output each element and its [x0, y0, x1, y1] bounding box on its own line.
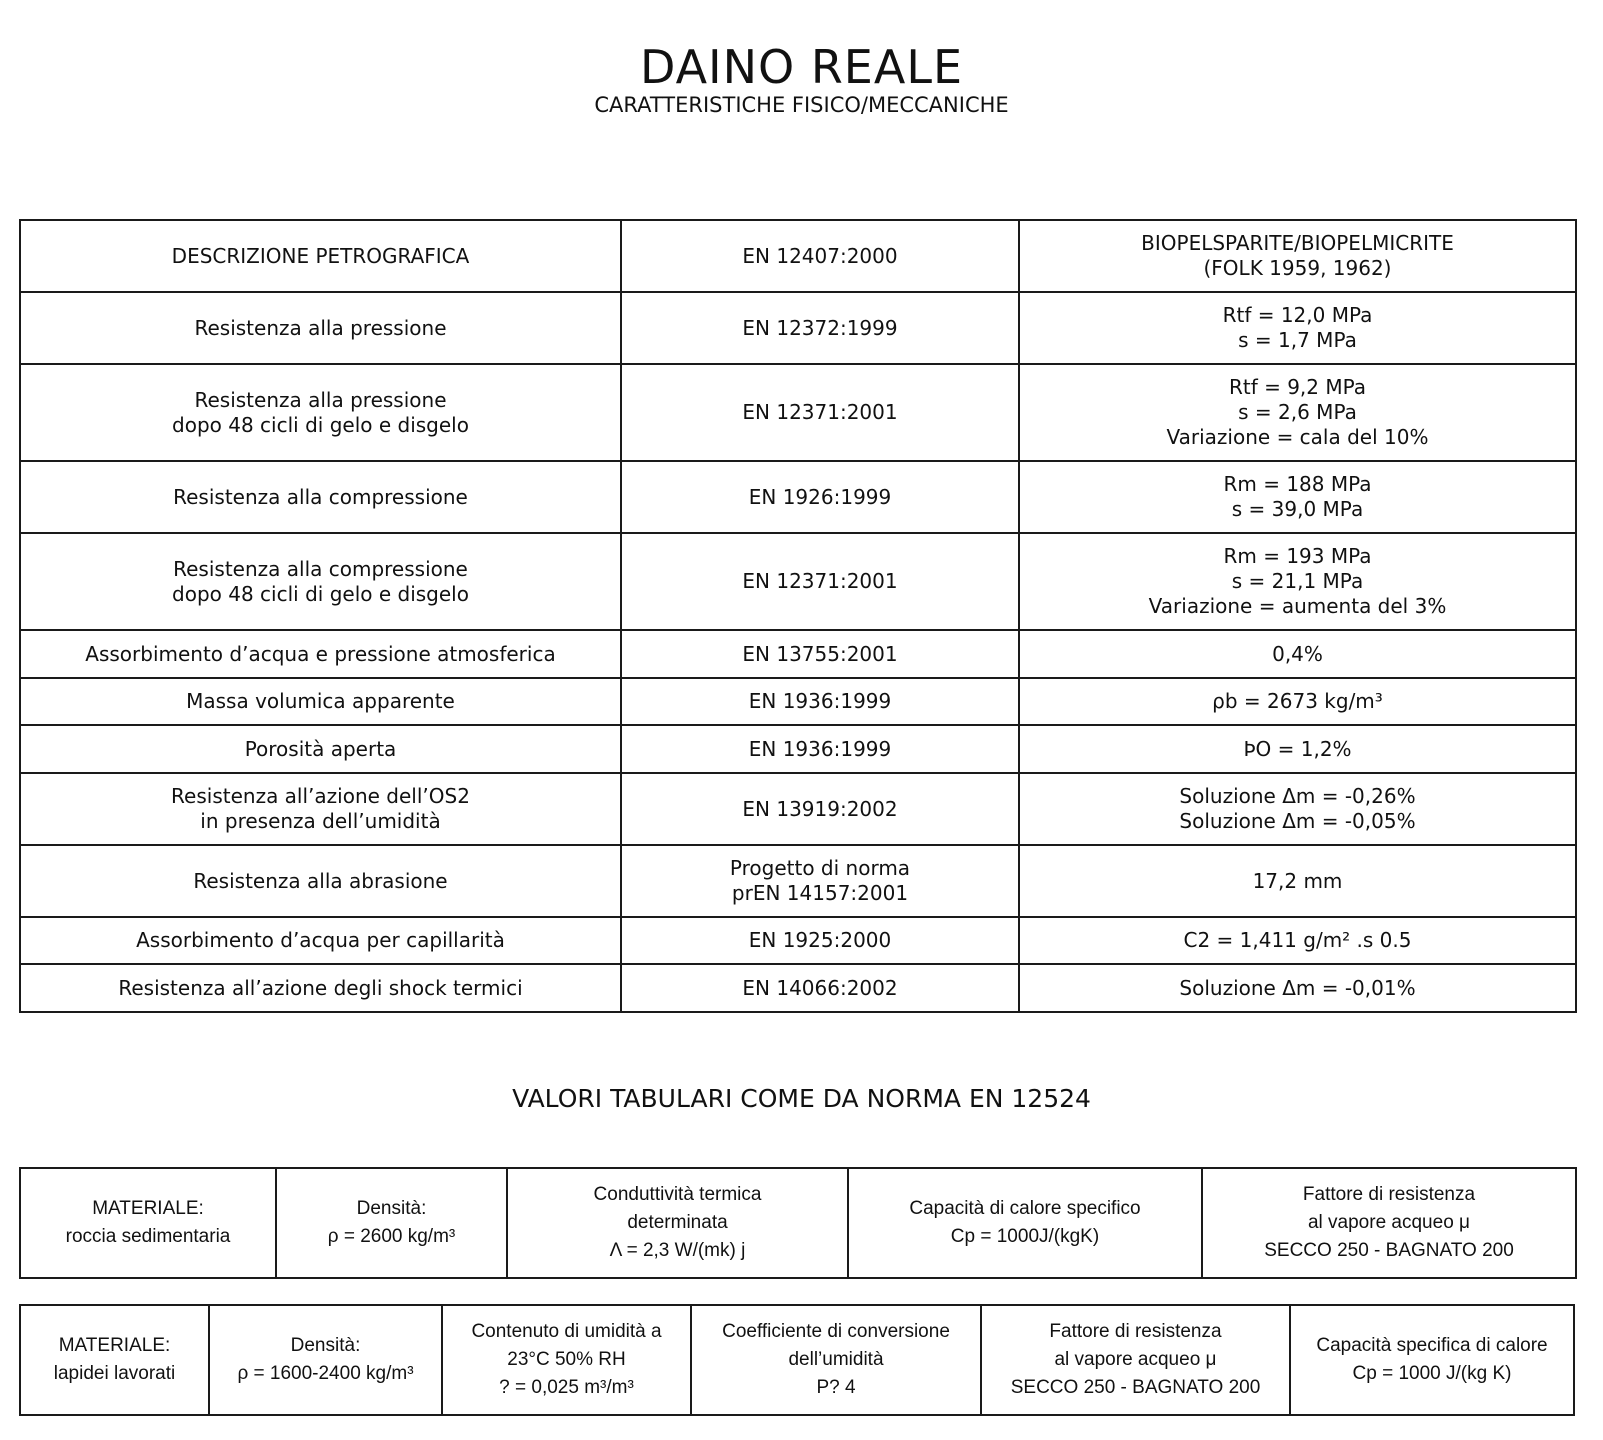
- standard-cell: Progetto di norma prEN 14157:2001: [621, 845, 1019, 917]
- table-row: [20, 845, 1576, 917]
- value-cell: ÞO = 1,2%: [1019, 725, 1576, 773]
- property-cell: Porosità aperta: [20, 725, 621, 773]
- property-cell: Massa volumica apparente: [20, 678, 621, 725]
- property-cell: Assorbimento d’acqua per capillarità: [20, 917, 621, 964]
- moisture-conversion-cell: Coefficiente di conversione dell’umidità P? 4: [691, 1305, 981, 1415]
- property-cell: Resistenza alla abrasione: [20, 845, 621, 917]
- standard-cell: EN 12407:2000: [621, 220, 1019, 292]
- table-row: [20, 773, 1576, 845]
- standard-cell: EN 13919:2002: [621, 773, 1019, 845]
- value-cell: Soluzione Δm = -0,26% Soluzione Δm = -0,05%: [1019, 773, 1576, 845]
- value-cell: BIOPELSPARITE/BIOPELMICRITE (FOLK 1959, 1962): [1019, 220, 1576, 292]
- specific-heat-cell: Capacità specifica di calore Cp = 1000 J/(kg K): [1290, 1305, 1574, 1415]
- value-cell: Rtf = 12,0 MPa s = 1,7 MPa: [1019, 292, 1576, 364]
- standard-cell: EN 12371:2001: [621, 533, 1019, 630]
- value-cell: ρb = 2673 kg/m³: [1019, 678, 1576, 725]
- table-row: [20, 1305, 1574, 1415]
- table-row: [20, 220, 1576, 292]
- property-cell: Resistenza all’azione dell’OS2 in presenza dell’umidità: [20, 773, 621, 845]
- property-cell: Resistenza alla pressione: [20, 292, 621, 364]
- properties-table: [19, 219, 1577, 1013]
- moisture-content-cell: Contenuto di umidità a 23°C 50% RH ? = 0,025 m³/m³: [442, 1305, 691, 1415]
- section-title: VALORI TABULARI COME DA NORMA EN 12524: [512, 1084, 1091, 1113]
- value-cell: 0,4%: [1019, 630, 1576, 678]
- property-cell: Resistenza alla compressione: [20, 461, 621, 533]
- table-row: [20, 364, 1576, 461]
- page-title: DAINO REALE: [639, 40, 964, 94]
- material-cell: MATERIALE: lapidei lavorati: [20, 1305, 209, 1415]
- thermal-conductivity-cell: Conduttività termica determinata Λ = 2,3 W/(mk) j: [507, 1168, 848, 1278]
- standard-cell: EN 12372:1999: [621, 292, 1019, 364]
- standard-cell: EN 1936:1999: [621, 678, 1019, 725]
- property-cell: Resistenza all’azione degli shock termici: [20, 964, 621, 1012]
- table-row: [20, 917, 1576, 964]
- standard-cell: EN 1925:2000: [621, 917, 1019, 964]
- density-cell: Densità: ρ = 1600-2400 kg/m³: [209, 1305, 442, 1415]
- page-subtitle: CARATTERISTICHE FISICO/MECCANICHE: [594, 93, 1009, 117]
- table-row: [20, 461, 1576, 533]
- vapour-resistance-cell: Fattore di resistenza al vapore acqueo μ SECCO 250 - BAGNATO 200: [981, 1305, 1290, 1415]
- value-cell: Rm = 193 MPa s = 21,1 MPa Variazione = aumenta del 3%: [1019, 533, 1576, 630]
- standard-cell: EN 1926:1999: [621, 461, 1019, 533]
- value-cell: 17,2 mm: [1019, 845, 1576, 917]
- standard-cell: EN 13755:2001: [621, 630, 1019, 678]
- table-row: [20, 292, 1576, 364]
- table-row: [20, 533, 1576, 630]
- sedimentary-rock-table: [19, 1167, 1577, 1279]
- density-cell: Densità: ρ = 2600 kg/m³: [276, 1168, 507, 1278]
- property-cell: Resistenza alla pressione dopo 48 cicli di gelo e disgelo: [20, 364, 621, 461]
- vapour-resistance-cell: Fattore di resistenza al vapore acqueo μ SECCO 250 - BAGNATO 200: [1202, 1168, 1576, 1278]
- specific-heat-cell: Capacità di calore specifico Cp = 1000J/(kgK): [848, 1168, 1202, 1278]
- processed-stone-table: [19, 1304, 1575, 1416]
- value-cell: C2 = 1,411 g/m² .s 0.5: [1019, 917, 1576, 964]
- property-cell: Resistenza alla compressione dopo 48 cicli di gelo e disgelo: [20, 533, 621, 630]
- value-cell: Rm = 188 MPa s = 39,0 MPa: [1019, 461, 1576, 533]
- value-cell: Rtf = 9,2 MPa s = 2,6 MPa Variazione = cala del 10%: [1019, 364, 1576, 461]
- table-row: [20, 630, 1576, 678]
- table-row: [20, 964, 1576, 1012]
- standard-cell: EN 14066:2002: [621, 964, 1019, 1012]
- material-cell: MATERIALE: roccia sedimentaria: [20, 1168, 276, 1278]
- standard-cell: EN 1936:1999: [621, 725, 1019, 773]
- standard-cell: EN 12371:2001: [621, 364, 1019, 461]
- property-cell: Assorbimento d’acqua e pressione atmosferica: [20, 630, 621, 678]
- table-row: [20, 678, 1576, 725]
- table-row: [20, 725, 1576, 773]
- table-row: [20, 1168, 1576, 1278]
- value-cell: Soluzione Δm = -0,01%: [1019, 964, 1576, 1012]
- property-cell: DESCRIZIONE PETROGRAFICA: [20, 220, 621, 292]
